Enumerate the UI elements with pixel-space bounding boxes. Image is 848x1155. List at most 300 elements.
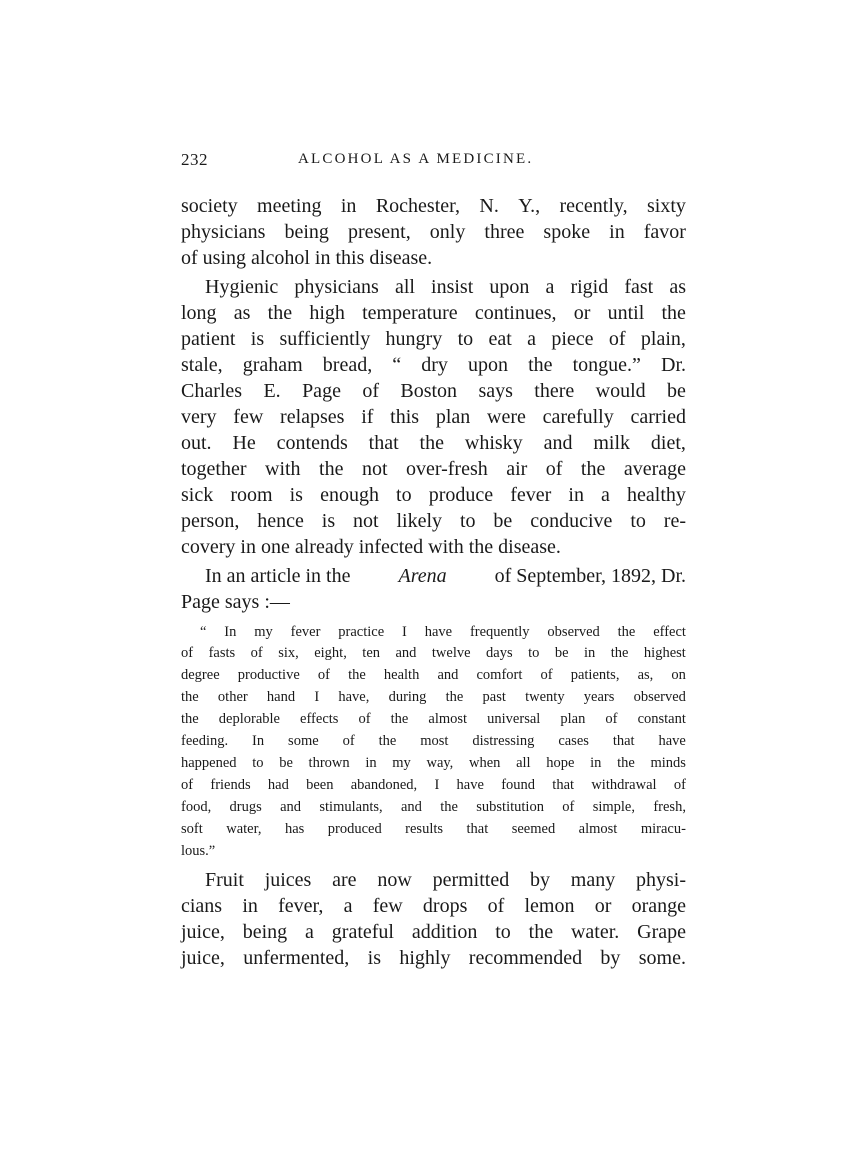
word: been xyxy=(306,777,334,793)
word: fast xyxy=(624,276,654,298)
word: In xyxy=(252,733,265,749)
word: the xyxy=(468,536,494,558)
word: a xyxy=(527,328,537,350)
word: “ xyxy=(392,354,402,376)
text-line xyxy=(181,193,686,219)
text-line xyxy=(181,508,686,534)
word: the xyxy=(445,689,464,705)
word: has xyxy=(284,821,305,837)
word: fever xyxy=(290,624,321,640)
word: observed xyxy=(633,689,686,705)
quote-line xyxy=(181,687,686,708)
word: infected xyxy=(358,536,424,558)
word: being xyxy=(242,921,288,943)
word: unfermented, xyxy=(243,947,350,969)
word: comfort xyxy=(476,667,523,683)
word: recommended xyxy=(468,947,583,969)
word: universal xyxy=(487,711,541,727)
word: already xyxy=(294,536,354,558)
quote-line xyxy=(181,753,686,774)
word: of xyxy=(608,328,626,350)
word: to xyxy=(459,510,476,532)
word: until xyxy=(607,302,645,324)
quote-line xyxy=(181,731,686,752)
word: this xyxy=(335,247,365,269)
word: produced xyxy=(327,821,382,837)
word: I xyxy=(314,689,320,705)
word: six, xyxy=(278,645,299,661)
word: many xyxy=(570,869,616,891)
word: fever xyxy=(510,484,552,506)
word: to xyxy=(528,645,540,661)
word: sick xyxy=(181,484,214,506)
word: all xyxy=(394,276,415,298)
word: as, xyxy=(637,667,654,683)
text-line xyxy=(181,945,686,971)
word: long xyxy=(181,302,217,324)
word: minds xyxy=(650,755,686,771)
word: few xyxy=(372,895,403,917)
word: of xyxy=(358,711,371,727)
word: the xyxy=(528,921,554,943)
word: the xyxy=(348,667,366,683)
word: thrown xyxy=(308,755,350,771)
word: the xyxy=(617,755,635,771)
word: patient xyxy=(181,328,236,350)
word: upon xyxy=(489,276,530,298)
quote-line xyxy=(181,841,686,862)
word: upon xyxy=(468,354,509,376)
word: constant xyxy=(637,711,686,727)
word: plan xyxy=(560,711,586,727)
word: practice xyxy=(338,624,385,640)
word: deplorable xyxy=(218,711,280,727)
article-date: of September, 1892, Dr. xyxy=(494,565,686,587)
word: of xyxy=(540,667,553,683)
word: of xyxy=(181,645,194,661)
word: favor xyxy=(643,221,686,243)
word: to xyxy=(630,510,646,532)
word: feeding. xyxy=(181,733,229,749)
text-line xyxy=(181,589,686,615)
word: of xyxy=(562,799,575,815)
text-line xyxy=(181,352,686,378)
word: Grape xyxy=(637,921,686,943)
word: patients, xyxy=(570,667,620,683)
word: by xyxy=(600,947,621,969)
word: physicians xyxy=(294,276,379,298)
word: of xyxy=(250,645,263,661)
word: results xyxy=(405,821,444,837)
word: spoke xyxy=(543,221,591,243)
word: found xyxy=(501,777,536,793)
word: the xyxy=(528,354,553,376)
word: in xyxy=(568,484,584,506)
word: addition xyxy=(411,921,478,943)
word: the xyxy=(419,432,444,454)
word: being xyxy=(284,221,329,243)
quote-line xyxy=(181,819,686,840)
word: were xyxy=(487,406,526,428)
word: I xyxy=(434,777,440,793)
word: contends xyxy=(276,432,348,454)
text-line xyxy=(181,456,686,482)
word: would xyxy=(595,380,646,402)
word: on xyxy=(671,667,686,683)
word: bread, xyxy=(322,354,373,376)
word: the xyxy=(661,302,686,324)
word: drugs xyxy=(229,799,262,815)
word: cases xyxy=(558,733,589,749)
quote-line xyxy=(181,665,686,686)
word: sixty xyxy=(647,195,686,217)
word: of xyxy=(487,895,505,917)
word: the xyxy=(181,711,199,727)
word: a xyxy=(343,895,353,917)
word: I xyxy=(402,624,407,640)
word: three xyxy=(484,221,525,243)
word: water. xyxy=(570,921,620,943)
word: in xyxy=(365,755,377,771)
text-line xyxy=(181,919,686,945)
word: a xyxy=(545,276,555,298)
word: recently, xyxy=(559,195,628,217)
word: disease. xyxy=(498,536,561,558)
word: and xyxy=(543,432,573,454)
word: effect xyxy=(653,624,686,640)
word: effects xyxy=(300,711,339,727)
page-header xyxy=(181,150,686,176)
word: my xyxy=(392,755,411,771)
word: the xyxy=(440,799,458,815)
word: seemed xyxy=(511,821,556,837)
word: be xyxy=(279,755,293,771)
word: twelve xyxy=(431,645,471,661)
text-line xyxy=(181,404,686,430)
word: that xyxy=(368,432,399,454)
word: stale, xyxy=(181,354,223,376)
word: meeting xyxy=(257,195,322,217)
word: disease. xyxy=(369,247,433,269)
word: of xyxy=(362,380,379,402)
text-line xyxy=(181,219,686,245)
word: re- xyxy=(663,510,686,532)
word: in xyxy=(340,195,357,217)
word: tongue.” xyxy=(572,354,641,376)
word: in xyxy=(242,895,258,917)
word: the xyxy=(390,711,409,727)
text-line xyxy=(181,430,686,456)
word: food, xyxy=(181,799,212,815)
word: withdrawal xyxy=(591,777,657,793)
word: juices xyxy=(264,869,312,891)
word: eat xyxy=(488,328,512,350)
word: In xyxy=(224,624,237,640)
word: Page xyxy=(302,380,341,402)
word: distressing xyxy=(472,733,535,749)
word: or xyxy=(573,302,591,324)
word: and xyxy=(400,799,422,815)
word: juice, xyxy=(181,921,225,943)
word: graham xyxy=(242,354,303,376)
word: rigid xyxy=(570,276,609,298)
word: only xyxy=(429,221,466,243)
text-line xyxy=(181,300,686,326)
word: Rochester, xyxy=(375,195,460,217)
word: in xyxy=(583,645,596,661)
word: eight, xyxy=(314,645,347,661)
word: dry xyxy=(421,354,448,376)
word: productive xyxy=(237,667,300,683)
word: ten xyxy=(362,645,381,661)
word: using xyxy=(202,247,247,269)
text-line xyxy=(181,893,686,919)
word: the xyxy=(580,458,606,480)
word: alcohol xyxy=(251,247,310,269)
periodical-title: Arena xyxy=(398,565,447,587)
word: in xyxy=(240,536,256,558)
word: as xyxy=(669,276,686,298)
word: lemon xyxy=(524,895,575,917)
word: if xyxy=(361,406,374,428)
word: healthy xyxy=(627,484,686,506)
word: air xyxy=(506,458,528,480)
word: all xyxy=(516,755,531,771)
quote-line xyxy=(181,775,686,796)
word: piece xyxy=(551,328,594,350)
word: fresh, xyxy=(653,799,686,815)
word: says xyxy=(478,380,513,402)
text-line xyxy=(205,867,686,893)
word: have, xyxy=(338,689,370,705)
quote-line xyxy=(200,622,686,643)
word: twenty xyxy=(525,689,565,705)
word: be xyxy=(554,645,569,661)
word: very xyxy=(181,406,217,428)
word: few xyxy=(233,406,264,428)
word: is xyxy=(367,947,381,969)
word: soft xyxy=(181,821,203,837)
word: have xyxy=(456,777,484,793)
word: during xyxy=(388,689,427,705)
word: cians xyxy=(181,895,223,917)
word: and xyxy=(395,645,417,661)
word: continues, xyxy=(474,302,557,324)
word: degree xyxy=(181,667,220,683)
word: health xyxy=(383,667,420,683)
word: high xyxy=(309,302,345,324)
word: is xyxy=(289,484,303,506)
text-line xyxy=(205,563,686,589)
word: “ xyxy=(200,624,207,640)
word: highly xyxy=(399,947,451,969)
word: milk xyxy=(593,432,631,454)
word: N. xyxy=(479,195,499,217)
text-line xyxy=(181,534,686,560)
word: miracu- xyxy=(640,821,686,837)
word: Y., xyxy=(518,195,541,217)
word: and xyxy=(280,799,302,815)
word: not xyxy=(361,458,388,480)
word: hence xyxy=(257,510,304,532)
word: stimulants, xyxy=(319,799,383,815)
word: diet, xyxy=(650,432,686,454)
word: a xyxy=(601,484,610,506)
word: this xyxy=(390,406,420,428)
word: the xyxy=(267,302,293,324)
word: frequently xyxy=(469,624,530,640)
word: produce xyxy=(428,484,494,506)
word: fasts xyxy=(208,645,236,661)
word: He xyxy=(232,432,256,454)
word: that xyxy=(612,733,635,749)
word: years xyxy=(583,689,615,705)
word: in xyxy=(590,755,602,771)
word: have xyxy=(658,733,686,749)
text-line xyxy=(181,245,686,271)
word: enough xyxy=(320,484,379,506)
word: of xyxy=(317,667,330,683)
word: the xyxy=(610,645,629,661)
word: not xyxy=(353,510,379,532)
word: most xyxy=(420,733,449,749)
text-line xyxy=(181,482,686,508)
word: relapses xyxy=(280,406,345,428)
word: of xyxy=(673,777,686,793)
quote-line xyxy=(181,797,686,818)
word: and xyxy=(437,667,459,683)
word: be xyxy=(493,510,513,532)
word: Fruit xyxy=(205,869,244,891)
word: lous.” xyxy=(181,843,216,859)
word: grateful xyxy=(331,921,394,943)
page-number: 232 xyxy=(181,150,208,169)
word: in xyxy=(609,221,625,243)
word: plain, xyxy=(640,328,686,350)
word: some. xyxy=(638,947,686,969)
word: past xyxy=(482,689,506,705)
word: of xyxy=(545,458,563,480)
word: other xyxy=(217,689,248,705)
word: observed xyxy=(547,624,600,640)
word: over-fresh xyxy=(405,458,488,480)
word: covery xyxy=(181,536,236,558)
word: of xyxy=(342,733,355,749)
quote-line xyxy=(181,643,686,664)
word: one xyxy=(260,536,290,558)
word: days xyxy=(486,645,513,661)
word: be xyxy=(667,380,686,402)
word: together xyxy=(181,458,247,480)
word: had xyxy=(267,777,289,793)
text-line xyxy=(181,378,686,404)
running-title: ALCOHOL AS A MEDICINE. xyxy=(298,151,534,167)
word: happened xyxy=(181,755,237,771)
word: fever, xyxy=(278,895,324,917)
word: there xyxy=(534,380,575,402)
word: with xyxy=(428,536,464,558)
word: society xyxy=(181,195,238,217)
word: orange xyxy=(631,895,686,917)
word: almost xyxy=(578,821,618,837)
word: of xyxy=(181,777,194,793)
word: hope xyxy=(546,755,575,771)
word: is xyxy=(321,510,336,532)
word: as xyxy=(233,302,251,324)
word: that xyxy=(466,821,489,837)
word: to xyxy=(252,755,264,771)
word: Hygienic xyxy=(205,276,279,298)
word: some xyxy=(288,733,319,749)
word: temperature xyxy=(362,302,458,324)
word: to xyxy=(396,484,412,506)
word: hungry xyxy=(385,328,443,350)
word: of xyxy=(181,247,198,269)
word: when xyxy=(468,755,501,771)
word: the xyxy=(319,458,344,480)
word: Dr. xyxy=(661,354,686,376)
word: way, xyxy=(426,755,454,771)
word: average xyxy=(623,458,686,480)
quote-line xyxy=(181,709,686,730)
word: the xyxy=(181,689,199,705)
quote-lead: Page says :— xyxy=(181,591,290,613)
word: in xyxy=(314,247,331,269)
word: with xyxy=(265,458,301,480)
word: a xyxy=(305,921,314,943)
word: or xyxy=(594,895,612,917)
word: insist xyxy=(431,276,474,298)
word: room xyxy=(230,484,273,506)
word: highest xyxy=(643,645,686,661)
word: drops xyxy=(422,895,468,917)
text-line xyxy=(181,326,686,352)
word: now xyxy=(377,869,412,891)
word: out. xyxy=(181,432,212,454)
word: E. xyxy=(263,380,281,402)
word: to xyxy=(495,921,511,943)
word: the xyxy=(617,624,636,640)
word: sufficiently xyxy=(279,328,371,350)
word: simple, xyxy=(592,799,635,815)
word: likely xyxy=(396,510,443,532)
word: by xyxy=(529,869,550,891)
word: carefully xyxy=(542,406,614,428)
word: my xyxy=(254,624,273,640)
word: hand xyxy=(266,689,296,705)
word: of xyxy=(605,711,618,727)
word: friends xyxy=(210,777,251,793)
word: person, xyxy=(181,510,240,532)
word: plan xyxy=(435,406,471,428)
word: Charles xyxy=(181,380,243,402)
article-intro: In an article in the xyxy=(205,565,351,587)
word: physicians xyxy=(181,221,266,243)
word: Boston xyxy=(400,380,458,402)
word: physi- xyxy=(635,869,686,891)
word: whisky xyxy=(464,432,523,454)
word: that xyxy=(552,777,575,793)
word: water, xyxy=(226,821,262,837)
word: to xyxy=(457,328,474,350)
word: present, xyxy=(347,221,411,243)
word: permitted xyxy=(432,869,510,891)
word: substitution xyxy=(476,799,544,815)
text-line xyxy=(205,274,686,300)
word: have xyxy=(424,624,453,640)
word: the xyxy=(378,733,397,749)
word: abandoned, xyxy=(350,777,418,793)
